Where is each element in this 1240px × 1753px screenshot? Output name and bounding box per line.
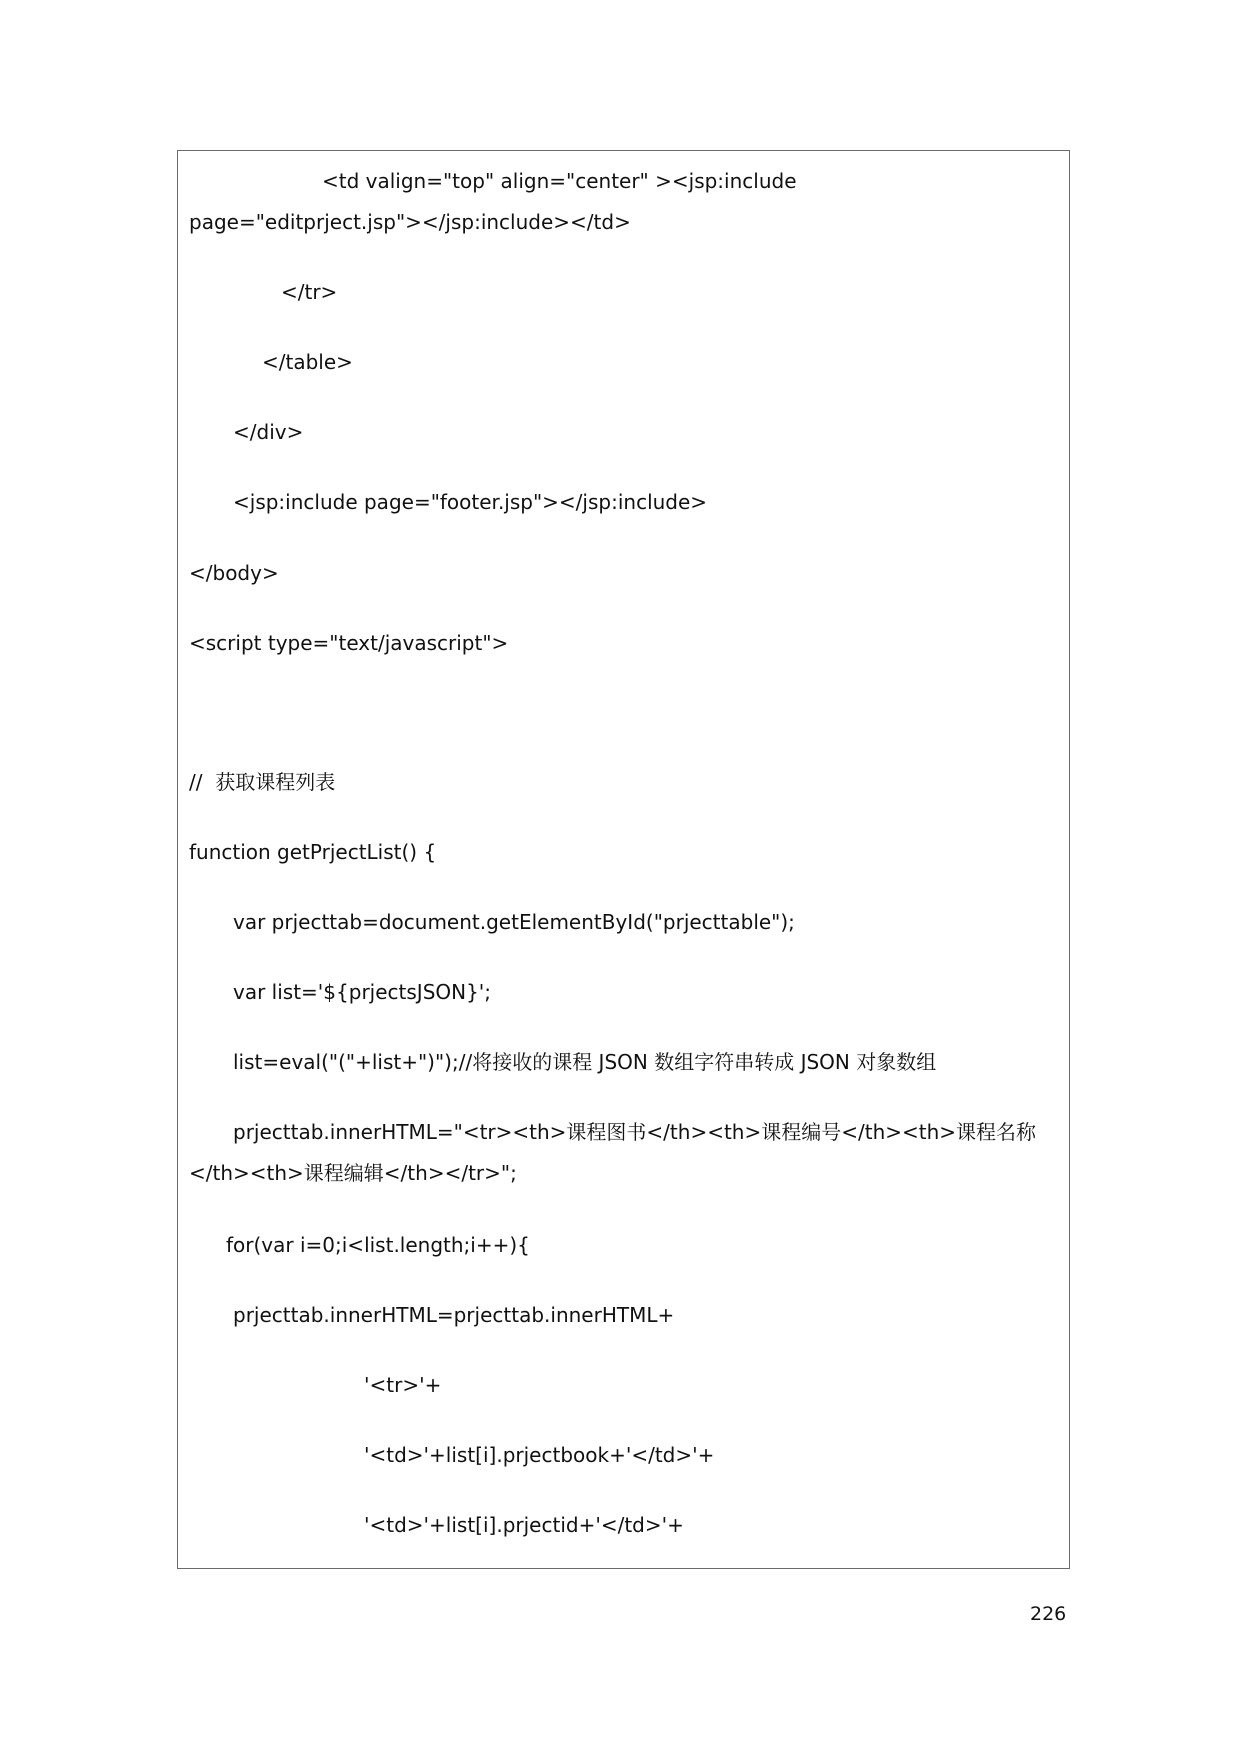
code-line-page-editprject: page="editprject.jsp"></jsp:include></td>	[189, 210, 631, 234]
code-line-footer-include: <jsp:include page="footer.jsp"></jsp:include>	[233, 490, 708, 514]
code-line-innerhtml-header-cont: </th><th>课程编辑</th></tr>";	[189, 1161, 517, 1185]
code-line-eval: list=eval("("+list+")");//将接收的课程 JSON 数组字符串转成 JSON 对象数组	[233, 1050, 937, 1074]
code-line-comment: // 获取课程列表	[189, 770, 336, 794]
code-line-var-prjecttab: var prjecttab=document.getElementById("prjecttable");	[233, 910, 795, 934]
code-line-td-prjectbook: '<td>'+list[i].prjectbook+'</td>'+	[364, 1443, 715, 1467]
code-line-td-include: <td valign="top" align="center" ><jsp:include	[322, 169, 797, 193]
code-line-close-tr: </tr>	[281, 280, 338, 304]
code-line-tr-open: '<tr>'+	[364, 1373, 442, 1397]
code-line-var-list: var list='${prjectsJSON}';	[233, 980, 492, 1004]
page-number: 226	[1030, 1603, 1067, 1625]
code-line-function-def: function getPrjectList() {	[189, 840, 437, 864]
code-line-close-body: </body>	[189, 561, 279, 585]
code-line-td-prjectid: '<td>'+list[i].prjectid+'</td>'+	[364, 1513, 684, 1537]
code-line-close-table: </table>	[262, 350, 353, 374]
code-line-script-open: <script type="text/javascript">	[189, 631, 509, 655]
code-line-for-loop: for(var i=0;i<list.length;i++){	[226, 1233, 530, 1257]
code-line-innerhtml-append: prjecttab.innerHTML=prjecttab.innerHTML+	[233, 1303, 675, 1327]
code-line-innerhtml-header: prjecttab.innerHTML="<tr><th>课程图书</th><th>课程编号</th><th>课程名称	[233, 1120, 1037, 1144]
code-line-close-div: </div>	[233, 420, 304, 444]
